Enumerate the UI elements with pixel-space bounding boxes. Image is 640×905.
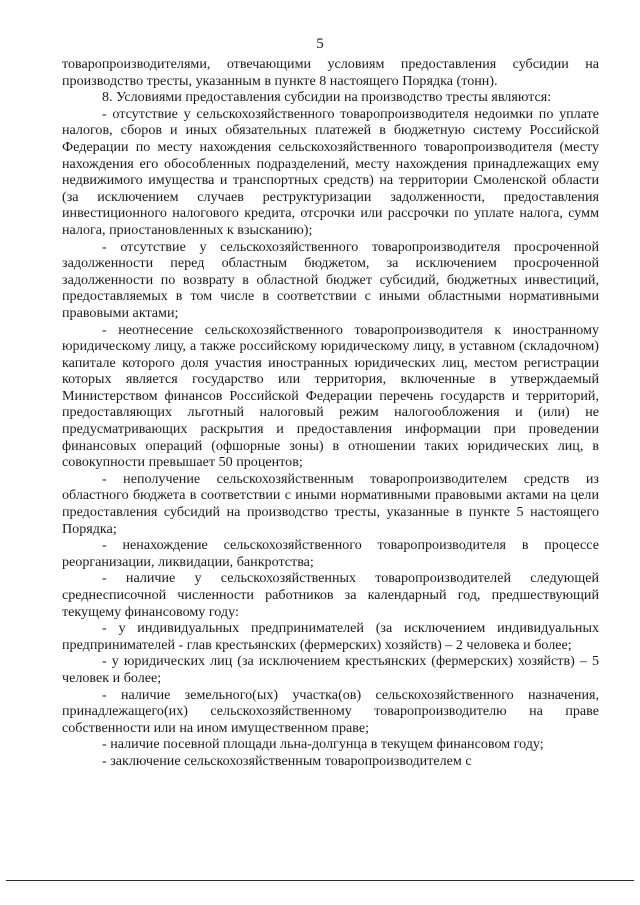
condition-not-foreign-entity: - неотнесение сельскохозяйственного товаропроизводителя к иностранному юридическому лицу, а также российскому юридическому лицу, в уставном (складочном) капитале которого доля участия иностранных юридических лиц, местом регистрации которых является государство или территория, включенные в утверждаемый Министерством финансов Российской Федерации перечень государств и территорий, предоставляющих льготный налоговый режим налогообложения и (или) не предусматривающих раскрытия и предоставления информации при проведении финансовых операций (офшорные зоны) в отношении таких юридических лиц, в совокупности превышает 50 процентов; xyxy=(62,321,599,471)
condition-not-in-liquidation: - ненахождение сельскохозяйственного товаропроизводителя в процессе реорганизации, ликвидации, банкротства; xyxy=(62,537,599,570)
condition-land-plot: - наличие земельного(ых) участка(ов) сельскохозяйственного назначения, принадлежащего(их) сельскохозяйственному товаропроизводителю на праве собственности или на ином имущественном праве; xyxy=(62,686,599,736)
page-number: 5 xyxy=(316,36,324,52)
condition-staff-headcount: - наличие у сельскохозяйственных товаропроизводителей следующей среднесписочной численности работников за календарный год, предшествующий текущему финансовому году: xyxy=(62,570,599,620)
headcount-legal-entities: - у юридических лиц (за исключением крестьянских (фермерских) хозяйств) – 5 человек и более; xyxy=(62,653,599,686)
condition-no-tax-arrears: - отсутствие у сельскохозяйственного товаропроизводителя недоимки по уплате налогов, сборов и иных обязательных платежей в бюджетную систему Российской Федерации по месту нахождения сельскохозяйственного товаропроизводителя (месту нахождения его обособленных подразделений, месту нахождения принадлежащих ему недвижимого имущества и транспортных средств) на территории Смоленской области (за исключением случаев реструктуризации задолженности, предоставления инвестиционного налогового кредита, отсрочки или рассрочки по уплате налога, сумм налога, приостановленных к взысканию); xyxy=(62,105,599,238)
condition-agreement-start: - заключение сельскохозяйственным товаропроизводителем с xyxy=(102,752,472,769)
paragraph-continuation: товаропроизводителями, отвечающими условиям предоставления субсидии на производство тресты, указанным в пункте 8 настоящего Порядка (тонн). xyxy=(62,56,599,89)
bottom-rule xyxy=(6,880,634,881)
condition-no-overdue-debt: - отсутствие у сельскохозяйственного товаропроизводителя просроченной задолженности перед областным бюджетом, за исключением просроченной задолженности по возврату в областной бюджет субсидий, бюджетных инвестиций, предоставляемых в том числе в соответствии с иными областными нормативными правовыми актами; xyxy=(62,238,599,321)
condition-no-other-funds: - неполучение сельскохозяйственным товаропроизводителем средств из областного бюджета в соответствии с иными нормативными правовыми актами на цели предоставления субсидий на производство тресты, указанные в пункте 5 настоящего Порядка; xyxy=(62,470,599,537)
document-body xyxy=(62,56,599,770)
paragraph-item-8-heading: 8. Условиями предоставления субсидии на производство тресты являются: xyxy=(102,89,552,106)
condition-flax-sown-area: - наличие посевной площади льна-долгунца в текущем финансовом году; xyxy=(102,736,544,753)
headcount-individual-entrepreneurs: - у индивидуальных предпринимателей (за исключением индивидуальных предпринимателей - глав крестьянских (фермерских) хозяйств) – 2 человека и более; xyxy=(62,620,599,653)
